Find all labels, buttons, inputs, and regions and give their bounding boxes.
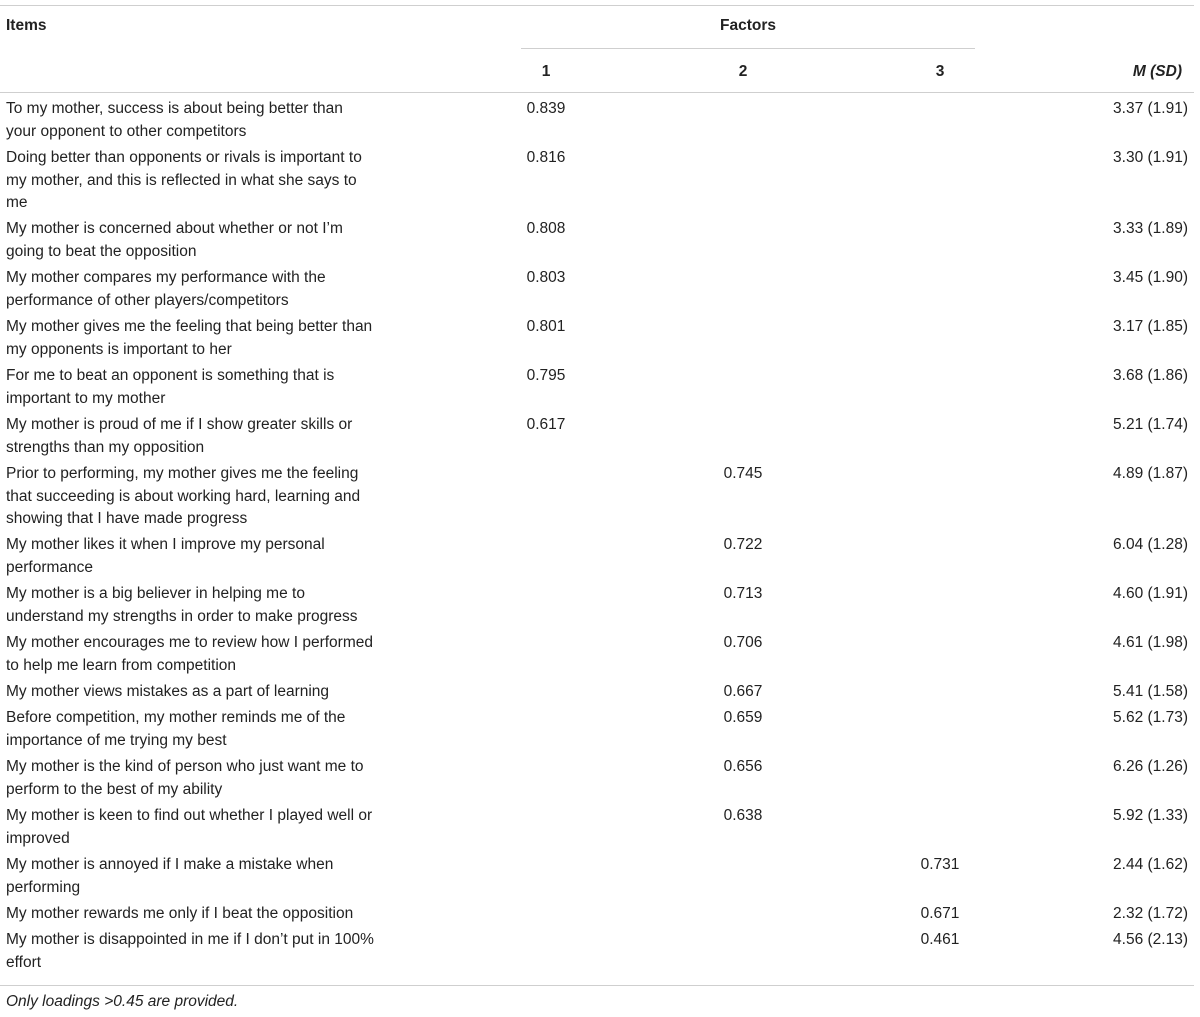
item-text: For me to beat an opponent is something that is important to my mother — [6, 367, 335, 407]
item-text: My mother is proud of me if I show greater skills or strengths than my opposition — [6, 416, 353, 456]
mean-sd-value: 3.37 (1.91) — [1113, 100, 1188, 117]
mean-sd-value: 6.26 (1.26) — [1113, 758, 1188, 775]
mean-sd-value: 2.32 (1.72) — [1113, 905, 1188, 922]
loading-factor-2: 0.638 — [723, 807, 763, 824]
mean-sd-value: 5.62 (1.73) — [1113, 709, 1188, 726]
item-text: My mother gives me the feeling that being better than my opponents is important to her — [6, 318, 373, 358]
item-text: My mother is disappointed in me if I don’t put in 100% effort — [6, 931, 374, 971]
loading-factor-2: 0.745 — [723, 465, 763, 482]
mean-sd-value: 3.45 (1.90) — [1113, 269, 1188, 286]
item-text: Doing better than opponents or rivals is important to my mother, and this is reflected in what she says to me — [6, 149, 362, 211]
loading-factor-1: 0.801 — [526, 318, 566, 335]
loading-factor-1: 0.803 — [526, 269, 566, 286]
mean-sd-value: 6.04 (1.28) — [1113, 536, 1188, 553]
loading-factor-3: 0.461 — [920, 931, 960, 948]
loading-factor-1: 0.839 — [526, 100, 566, 117]
mean-sd-value: 5.41 (1.58) — [1113, 683, 1188, 700]
loading-factor-2: 0.656 — [723, 758, 763, 775]
mean-sd-value: 4.61 (1.98) — [1113, 634, 1188, 651]
table-bottom-rule — [0, 985, 1194, 986]
item-text: My mother is the kind of person who just want me to perform to the best of my ability — [6, 758, 364, 798]
loading-factor-3: 0.731 — [920, 856, 960, 873]
item-text: My mother views mistakes as a part of learning — [6, 683, 330, 700]
mean-sd-value: 3.33 (1.89) — [1113, 220, 1188, 237]
header-factors: Factors — [720, 17, 776, 34]
loading-factor-2: 0.713 — [723, 585, 763, 602]
mean-sd-value: 5.21 (1.74) — [1113, 416, 1188, 433]
item-text: My mother compares my performance with the performance of other players/competitors — [6, 269, 326, 309]
item-text: My mother is a big believer in helping me to understand my strengths in order to make progress — [6, 585, 358, 625]
loading-factor-2: 0.667 — [723, 683, 763, 700]
header-bottom-rule — [0, 92, 1194, 93]
loading-factor-1: 0.808 — [526, 220, 566, 237]
header-factor-1: 1 — [541, 63, 551, 80]
loading-factor-2: 0.722 — [723, 536, 763, 553]
mean-sd-value: 5.92 (1.33) — [1113, 807, 1188, 824]
header-factor-2: 2 — [738, 63, 748, 80]
mean-sd-value: 3.30 (1.91) — [1113, 149, 1188, 166]
factors-divider — [521, 48, 975, 49]
item-text: To my mother, success is about being better than your opponent to other competitors — [6, 100, 343, 140]
item-text: Prior to performing, my mother gives me the feeling that succeeding is about working hard, learning and showing that I have made progress — [6, 465, 361, 527]
loading-factor-3: 0.671 — [920, 905, 960, 922]
table-footnote: Only loadings >0.45 are provided. — [6, 993, 239, 1010]
loading-factor-1: 0.795 — [526, 367, 566, 384]
mean-sd-value: 2.44 (1.62) — [1113, 856, 1188, 873]
mean-sd-value: 4.56 (2.13) — [1113, 931, 1188, 948]
item-text: My mother rewards me only if I beat the opposition — [6, 905, 354, 922]
table-top-rule — [0, 5, 1194, 6]
item-text: My mother is annoyed if I make a mistake when performing — [6, 856, 334, 896]
loading-factor-1: 0.816 — [526, 149, 566, 166]
header-items: Items — [6, 17, 47, 34]
mean-sd-value: 4.89 (1.87) — [1113, 465, 1188, 482]
item-text: Before competition, my mother reminds me of the importance of me trying my best — [6, 709, 346, 749]
item-text: My mother likes it when I improve my personal performance — [6, 536, 325, 576]
loading-factor-2: 0.706 — [723, 634, 763, 651]
mean-sd-value: 3.68 (1.86) — [1113, 367, 1188, 384]
loading-factor-1: 0.617 — [526, 416, 566, 433]
header-msd: M (SD) — [1132, 63, 1182, 80]
mean-sd-value: 3.17 (1.85) — [1113, 318, 1188, 335]
mean-sd-value: 4.60 (1.91) — [1113, 585, 1188, 602]
item-text: My mother is keen to find out whether I played well or improved — [6, 807, 373, 847]
header-factor-3: 3 — [935, 63, 945, 80]
item-text: My mother encourages me to review how I performed to help me learn from competition — [6, 634, 373, 674]
item-text: My mother is concerned about whether or not I’m going to beat the opposition — [6, 220, 343, 260]
loading-factor-2: 0.659 — [723, 709, 763, 726]
